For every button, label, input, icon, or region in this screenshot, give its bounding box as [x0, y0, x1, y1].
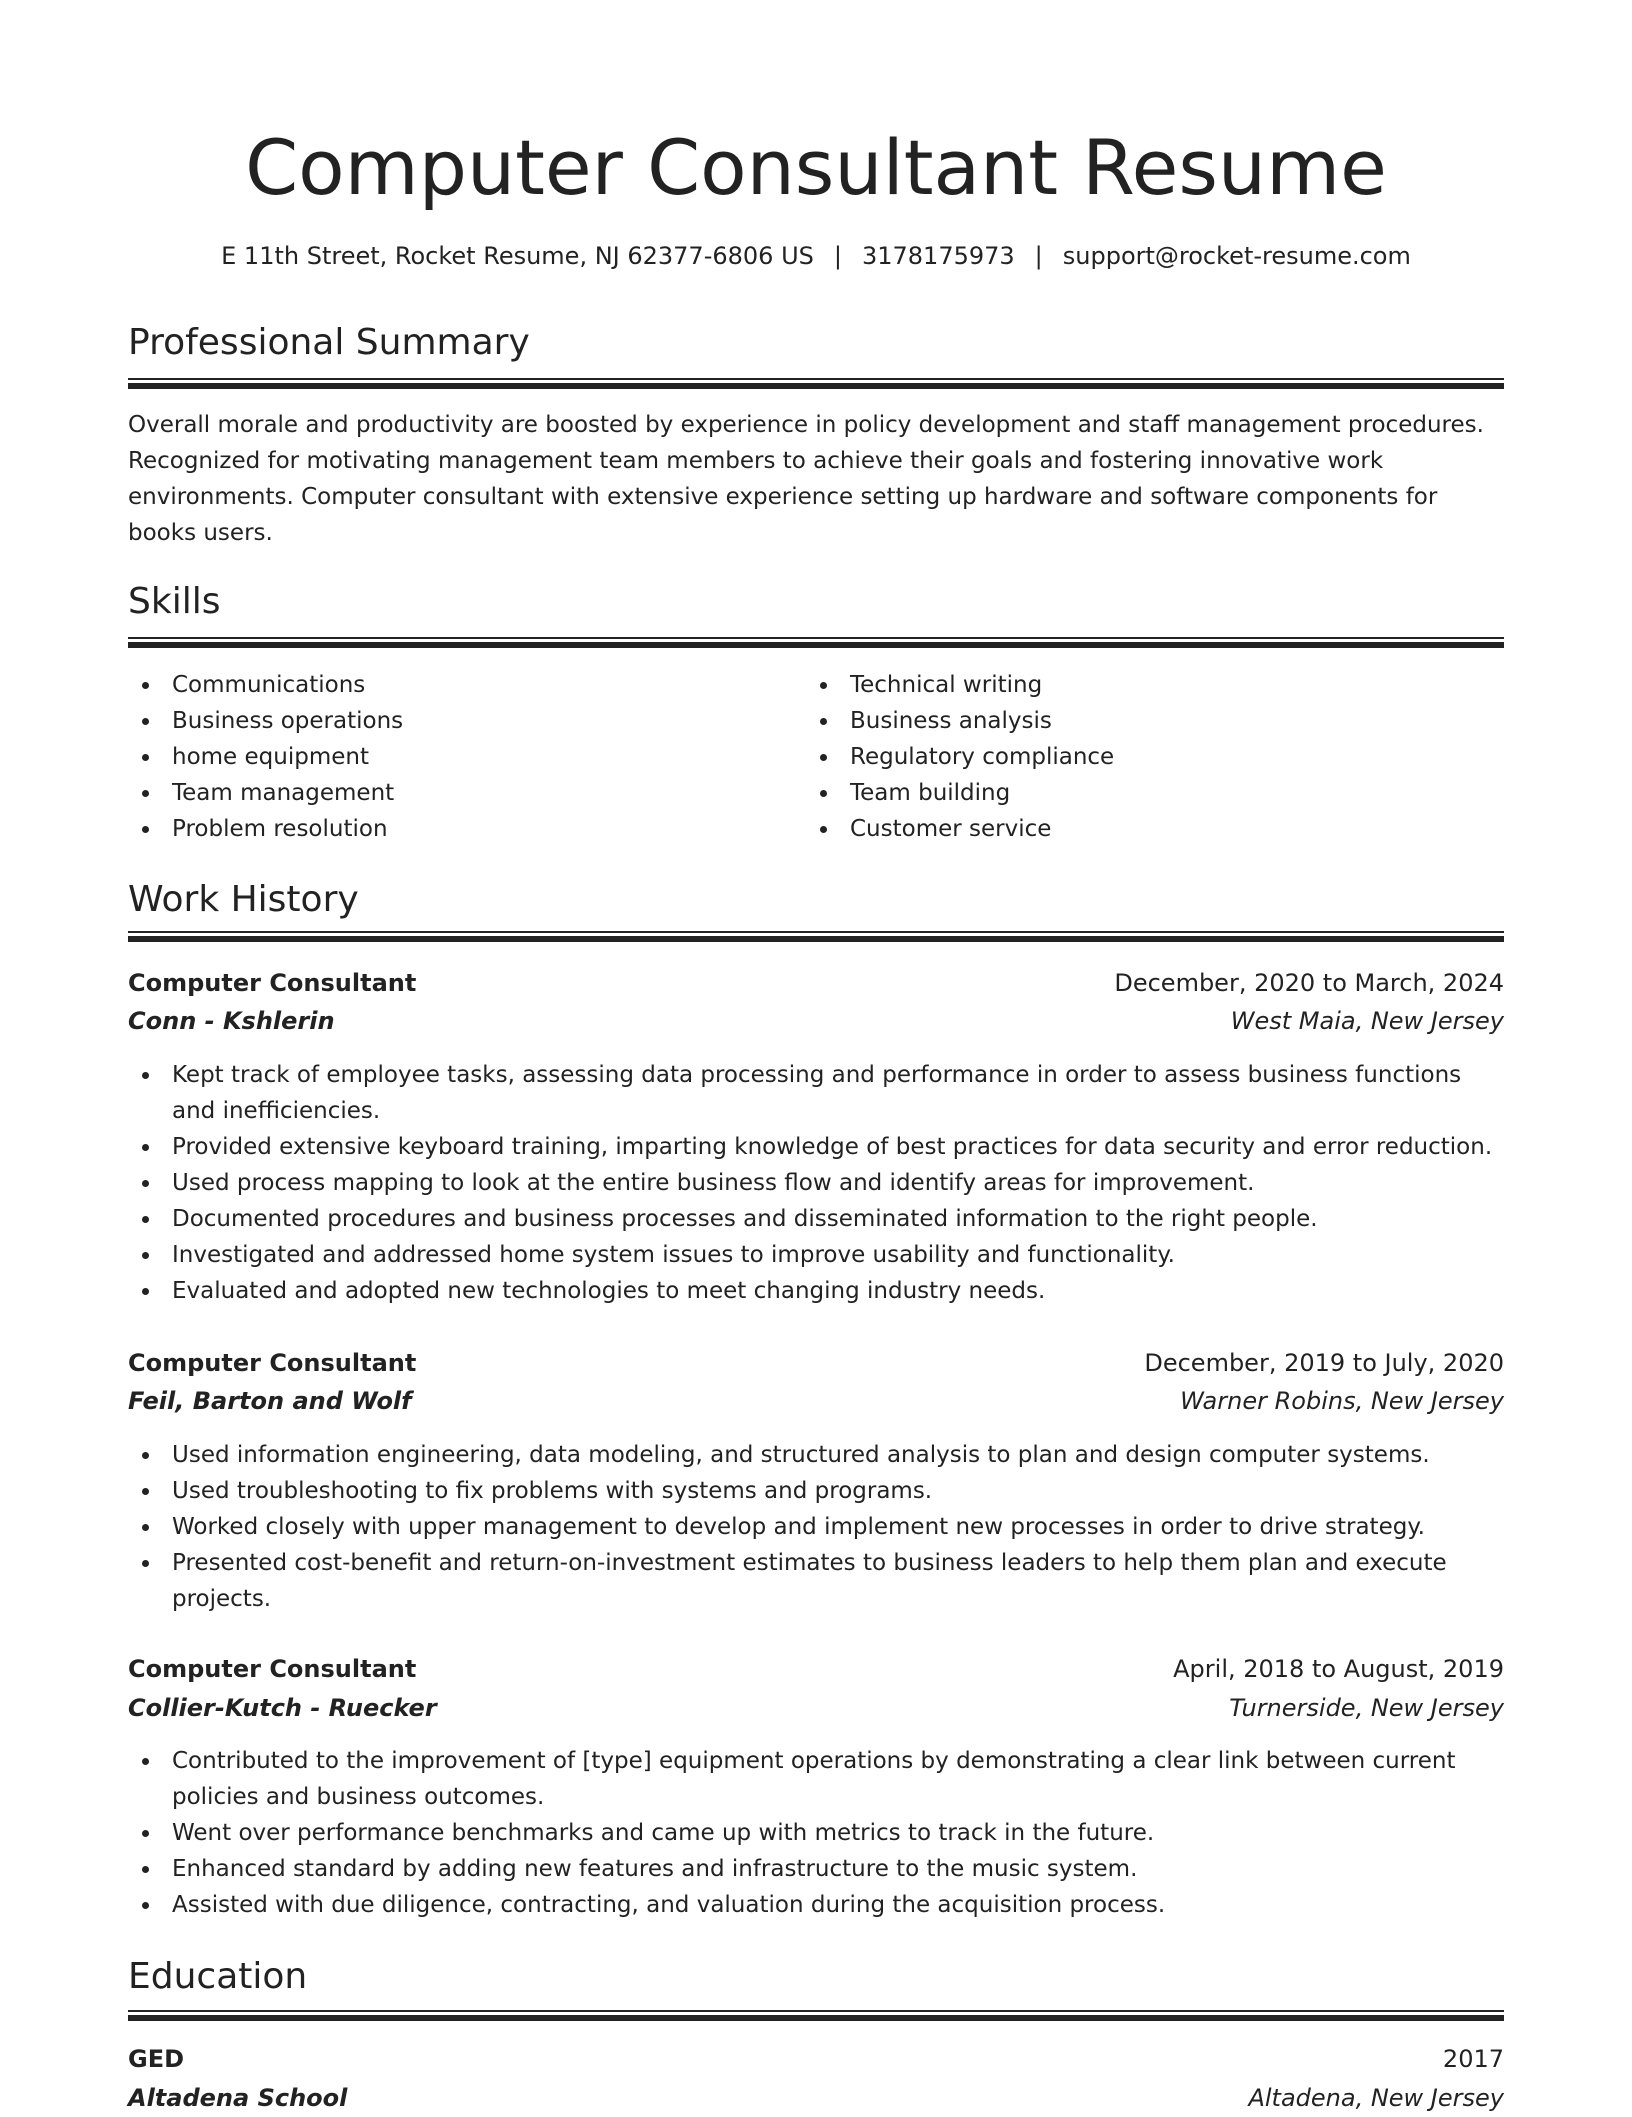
education-heading: Education	[128, 1956, 308, 1997]
skill-item: Technical writing	[806, 667, 1496, 703]
job-bullet: Assisted with due diligence, contracting, and valuation during the acquisition process.	[128, 1887, 1504, 1923]
job-bullet: Used process mapping to look at the entire business flow and identify areas for improvement.	[128, 1165, 1504, 1201]
education-divider	[128, 2010, 1504, 2020]
contact-line	[128, 238, 1504, 274]
job-company-row	[128, 1002, 1504, 1040]
skills-list-left	[128, 667, 788, 847]
job-bullet: Went over performance benchmarks and came up with metrics to track in the future.	[128, 1815, 1504, 1851]
contact-email: support@rocket-resume.com	[1062, 242, 1411, 270]
job-bullet: Investigated and addressed home system issues to improve usability and functionality.	[128, 1237, 1504, 1273]
skill-item: Team building	[806, 775, 1496, 811]
education-year: 2017	[1442, 2045, 1504, 2073]
job-title: Computer Consultant	[128, 969, 417, 997]
skill-item: Business analysis	[806, 703, 1496, 739]
summary-text: Overall morale and productivity are boosted by experience in policy development and staff management procedures. Recognized for motivating management team members to achieve their goals and fostering innovative work environments. Computer consultant with extensive experience setting up hardware and software components for books users.	[128, 412, 1484, 546]
job-bullet: Used troubleshooting to fix problems with systems and programs.	[128, 1473, 1504, 1509]
job-bullet: Kept track of employee tasks, assessing data processing and performance in order to assess business functions and inefficiencies.	[128, 1057, 1504, 1129]
job-bullet: Provided extensive keyboard training, imparting knowledge of best practices for data security and error reduction.	[128, 1129, 1504, 1165]
summary-divider	[128, 378, 1504, 388]
skill-item: Team management	[128, 775, 788, 811]
job-dates: April, 2018 to August, 2019	[1173, 1655, 1504, 1683]
job-bullet: Presented cost-benefit and return-on-investment estimates to business leaders to help them plan and execute projects.	[128, 1545, 1504, 1617]
job-location: West Maia, New Jersey	[1230, 1007, 1504, 1035]
work-divider	[128, 931, 1504, 941]
work-heading: Work History	[128, 879, 359, 920]
job-bullet: Contributed to the improvement of [type] equipment operations by demonstrating a clear link between current policies and business outcomes.	[128, 1743, 1504, 1815]
education-school: Altadena School	[128, 2084, 348, 2112]
job-header	[128, 1344, 1504, 1382]
skill-item: home equipment	[128, 739, 788, 775]
job-company-row	[128, 1382, 1504, 1420]
job-title: Computer Consultant	[128, 1349, 417, 1377]
contact-separator: |	[833, 242, 842, 270]
job-location: Turnerside, New Jersey	[1229, 1694, 1504, 1722]
education-header	[128, 2040, 1504, 2078]
job-dates: December, 2019 to July, 2020	[1144, 1349, 1504, 1377]
resume-title: Computer Consultant Resume	[245, 123, 1387, 212]
job-header	[128, 964, 1504, 1002]
skills-divider	[128, 637, 1504, 647]
job-bullets	[128, 1057, 1504, 1309]
job-company: Conn - Kshlerin	[128, 1007, 335, 1035]
skill-item: Problem resolution	[128, 811, 788, 847]
skill-item: Regulatory compliance	[806, 739, 1496, 775]
job-bullet: Worked closely with upper management to develop and implement new processes in order to drive strategy.	[128, 1509, 1504, 1545]
job-bullet: Evaluated and adopted new technologies to meet changing industry needs.	[128, 1273, 1504, 1309]
skill-item: Customer service	[806, 811, 1496, 847]
education-location: Altadena, New Jersey	[1248, 2084, 1504, 2112]
skills-heading: Skills	[128, 581, 221, 622]
summary-heading: Professional Summary	[128, 322, 530, 363]
job-bullet: Used information engineering, data modeling, and structured analysis to plan and design computer systems.	[128, 1437, 1504, 1473]
job-bullets	[128, 1437, 1504, 1617]
education-degree: GED	[128, 2045, 185, 2073]
job-company: Feil, Barton and Wolf	[128, 1387, 412, 1415]
job-company-row	[128, 1689, 1504, 1727]
contact-separator: |	[1034, 242, 1043, 270]
job-location: Warner Robins, New Jersey	[1180, 1387, 1504, 1415]
skill-item: Business operations	[128, 703, 788, 739]
skills-list-right	[806, 667, 1496, 847]
skill-item: Communications	[128, 667, 788, 703]
job-company: Collier-Kutch - Ruecker	[128, 1694, 437, 1722]
contact-address: E 11th Street, Rocket Resume, NJ 62377-6806 US	[221, 242, 814, 270]
job-title: Computer Consultant	[128, 1655, 417, 1683]
job-bullet: Enhanced standard by adding new features and infrastructure to the music system.	[128, 1851, 1504, 1887]
job-header	[128, 1650, 1504, 1688]
contact-phone: 3178175973	[861, 242, 1015, 270]
job-dates: December, 2020 to March, 2024	[1114, 969, 1504, 997]
job-bullet: Documented procedures and business processes and disseminated information to the right people.	[128, 1201, 1504, 1237]
job-bullets	[128, 1743, 1504, 1923]
education-school-row	[128, 2079, 1504, 2117]
